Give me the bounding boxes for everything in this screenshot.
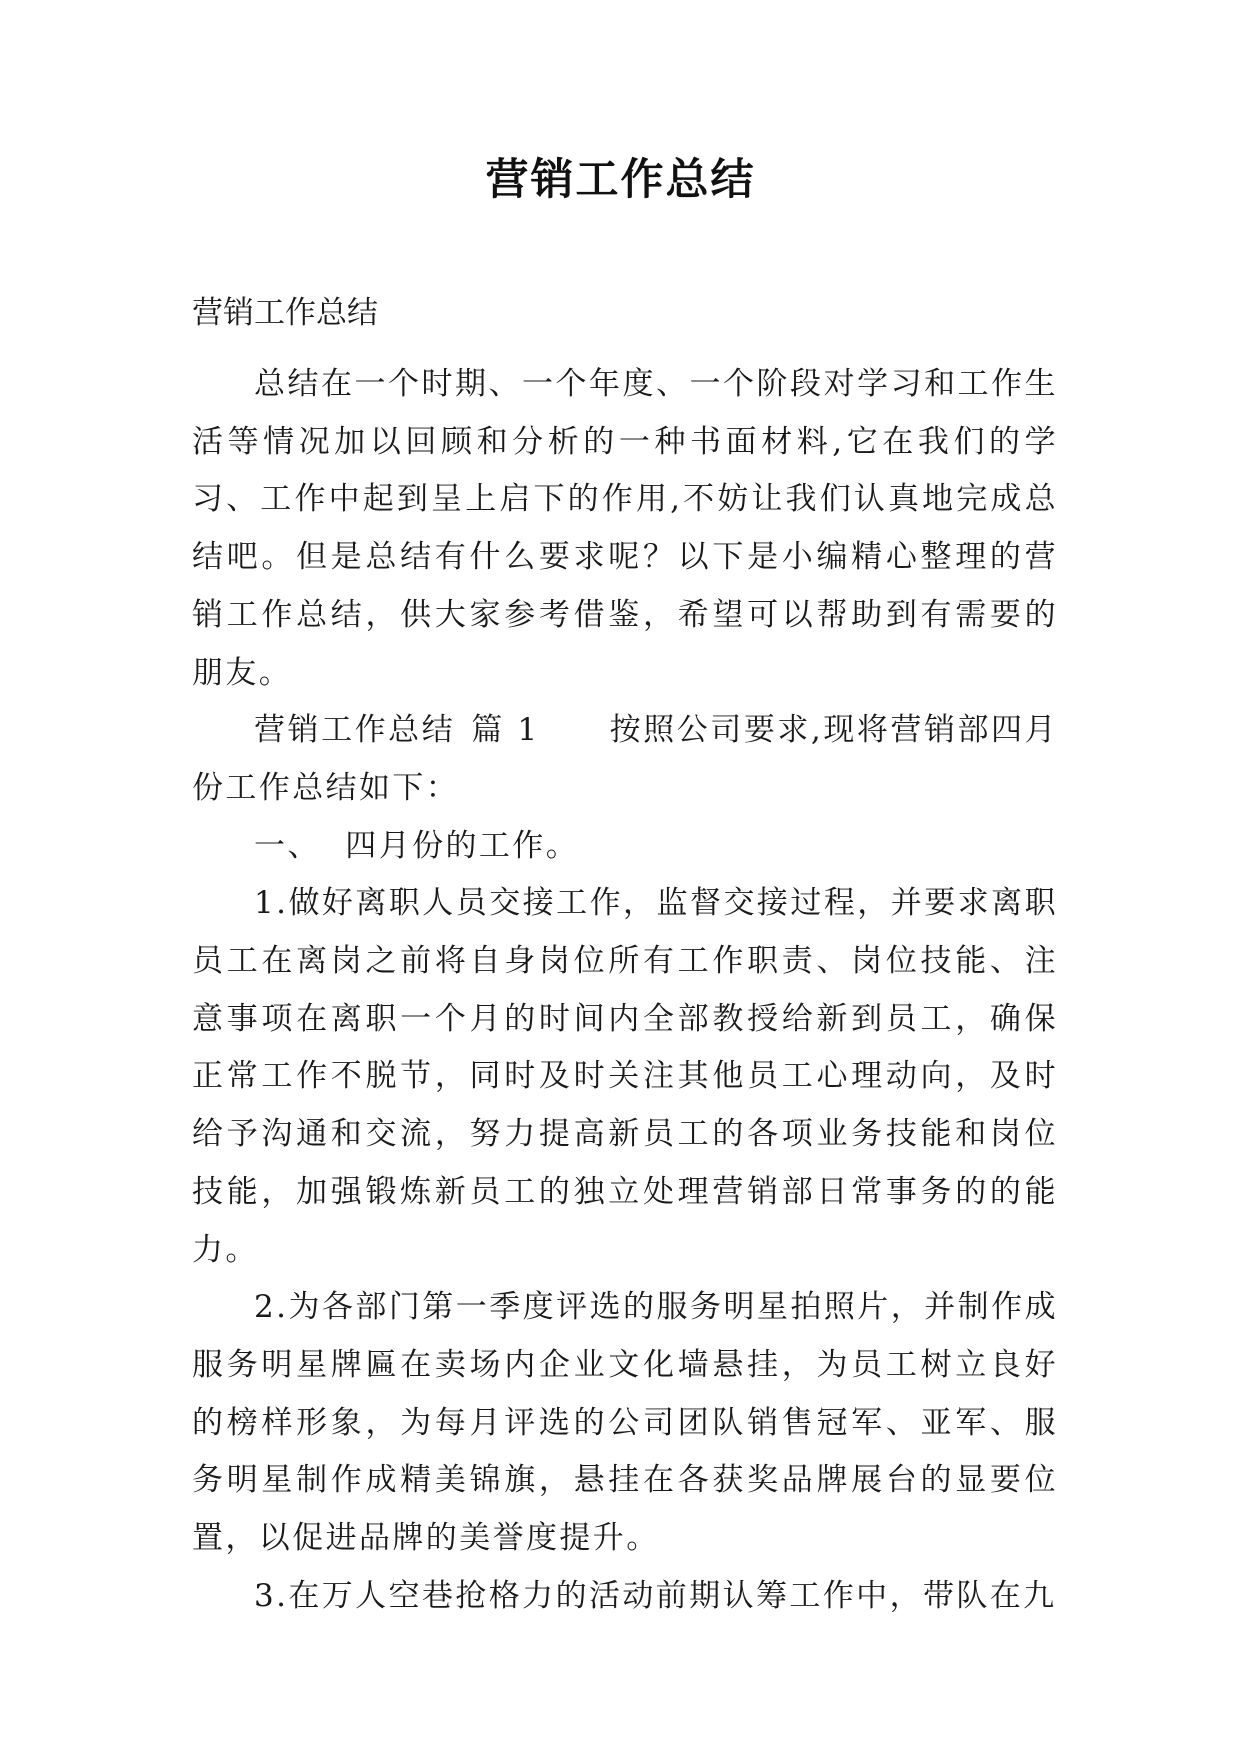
list-item-1: 1.做好离职人员交接工作，监督交接过程，并要求离职员工在离岗之前将自身岗位所有工作职责、岗位技能、注意事项在离职一个月的时间内全部教授给新到员工，确保正常工作不脱节，同时及时关注其他员工心理动向，及时给予沟通和交流，努力提高新员工的各项业务技能和岗位技能，加强锻炼新员工的独立处理营销部日常事务的的能力。 xyxy=(192,885,1058,1268)
section-lead: 按照公司要求,现将营销部四月份工作总结如下： xyxy=(192,712,1058,806)
document-title: 营销工作总结 xyxy=(485,155,756,205)
section-lead-paragraph xyxy=(192,702,1058,817)
part-one-heading: 一、 四月份的工作。 xyxy=(254,827,580,864)
section-number: 篇 1 xyxy=(471,712,540,749)
list-item-2: 2.为各部门第一季度评选的服务明星拍照片，并制作成服务明星牌匾在卖场内企业文化墙悬挂，为员工树立良好的榜样形象，为每月评选的公司团队销售冠军、亚军、服务明星制作成精美锦旗，悬挂在各获奖品牌展台的显要位置，以促进品牌的美誉度提升。 xyxy=(192,1289,1058,1557)
list-item-3: 3.在万人空巷抢格力的活动前期认筹工作中，带队在九 xyxy=(254,1577,1057,1614)
document-body xyxy=(192,356,1058,1625)
intro-paragraph: 总结在一个时期、一个年度、一个阶段对学习和工作生活等情况加以回顾和分析的一种书面材料,它在我们的学习、工作中起到呈上启下的作用,不妨让我们认真地完成总结吧。但是总结有什么要求呢？以下是小编精心整理的营销工作总结，供大家参考借鉴，希望可以帮助到有需要的朋友。 xyxy=(192,366,1058,691)
section-heading: 营销工作总结 xyxy=(254,712,456,749)
document-subtitle: 营销工作总结 xyxy=(192,295,378,331)
